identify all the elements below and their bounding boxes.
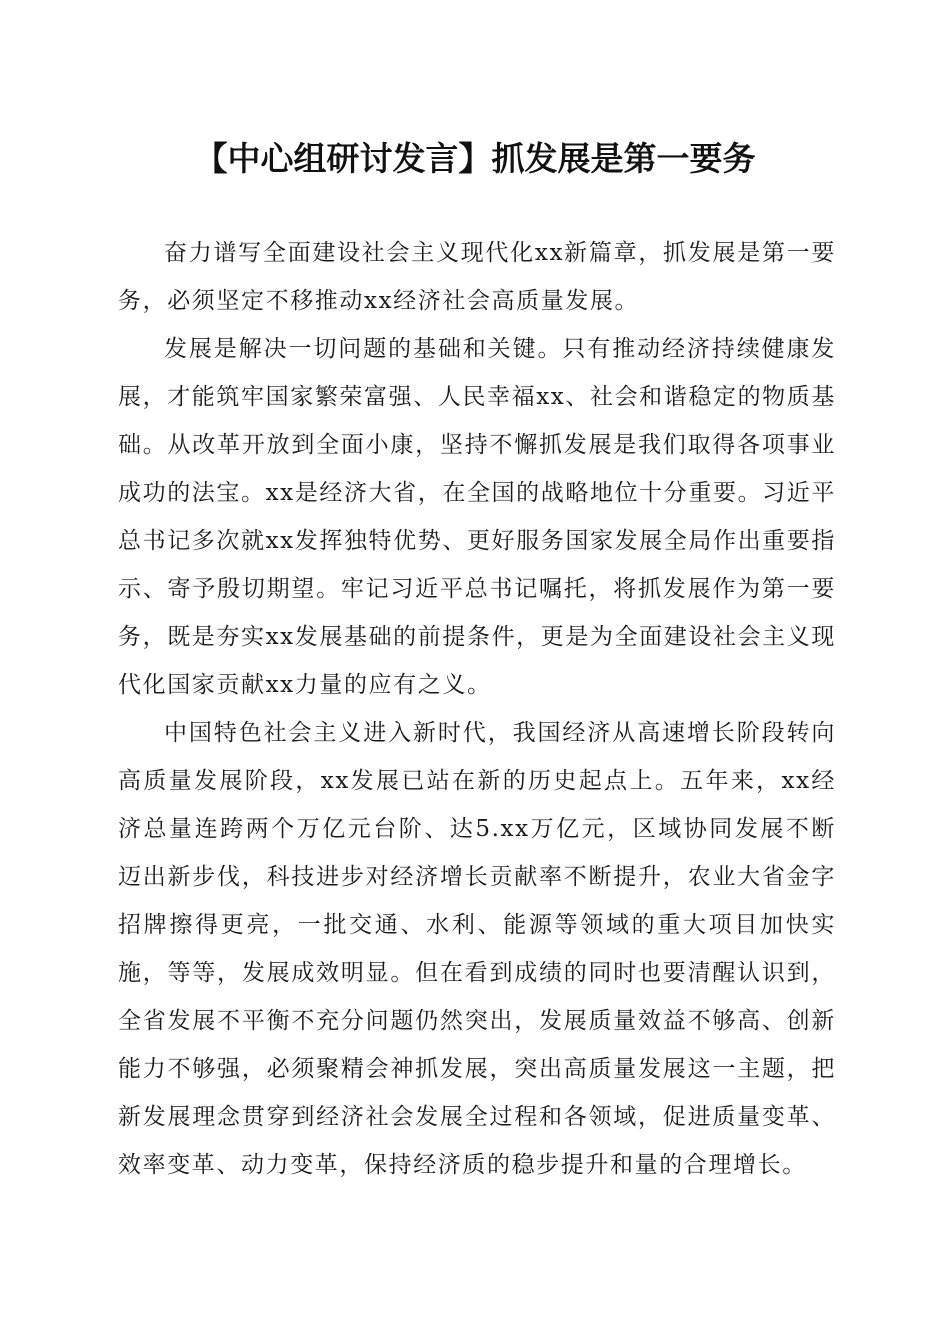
- paragraph: 发展是解决一切问题的基础和关键。只有推动经济持续健康发展，才能筑牢国家繁荣富强、人民幸福xx、社会和谐稳定的物质基础。从改革开放到全面小康，坚持不懈抓发展是我们取得各项事业成功的法宝。xx是经济大省，在全国的战略地位十分重要。习近平总书记多次就xx发挥独特优势、更好服务国家发展全局作出重要指示、寄予殷切期望。牢记习近平总书记嘱托，将抓发展作为第一要务，既是夯实xx发展基础的前提条件，更是为全面建设社会主义现代化国家贡献xx力量的应有之义。: [118, 336, 836, 698]
- paragraph: 中国特色社会主义进入新时代，我国经济从高速增长阶段转向高质量发展阶段，xx发展已站在新的历史起点上。五年来，xx经济总量连跨两个万亿元台阶、达5.xx万亿元，区域协同发展不断迈出新步伐，科技进步对经济增长贡献率不断提升，农业大省金字招牌擦得更亮，一批交通、水利、能源等领域的重大项目加快实施，等等，发展成效明显。但在看到成绩的同时也要清醒认识到，全省发展不平衡不充分问题仍然突出，发展质量效益不够高、创新能力不够强，必须聚精会神抓发展，突出高质量发展这一主题，把新发展理念贯穿到经济社会发展全过程和各领域，促进质量变革、效率变革、动力变革，保持经济质的稳步提升和量的合理增长。: [118, 720, 836, 1178]
- document-body: [118, 229, 836, 1189]
- document-title: 【中心组研讨发言】抓发展是第一要务: [194, 139, 756, 178]
- paragraph: 奋力谱写全面建设社会主义现代化xx新篇章，抓发展是第一要务，必须坚定不移推动xx经济社会高质量发展。: [118, 240, 836, 314]
